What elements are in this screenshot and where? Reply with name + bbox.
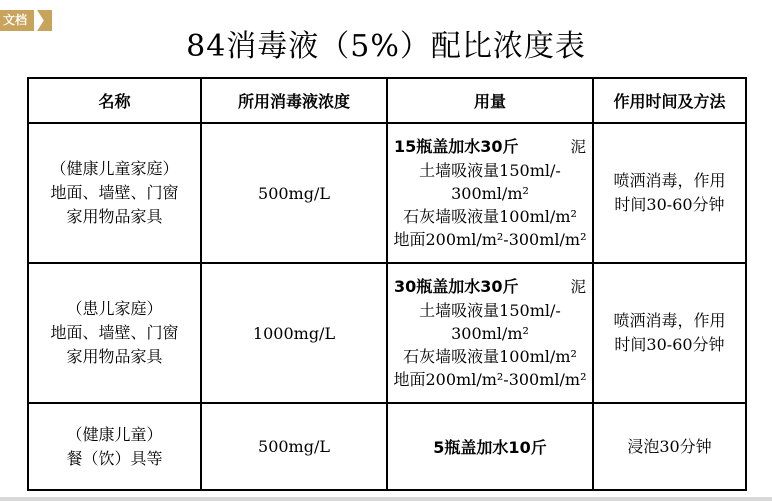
document-badge-label: 文档 bbox=[0, 10, 34, 31]
dosage-bold-text: 30瓶盖加水30斤 bbox=[394, 277, 519, 296]
cell-concentration: 1000mg/L bbox=[201, 263, 387, 403]
method-line: 浸泡30分钟 bbox=[627, 436, 712, 456]
name-line: 家用物品家具 bbox=[66, 347, 163, 366]
name-line: 餐（饮）具等 bbox=[66, 448, 163, 468]
cell-name bbox=[28, 263, 201, 403]
method-line: 时间30-60分钟 bbox=[614, 335, 725, 354]
table-row bbox=[28, 263, 746, 403]
name-line: 地面、墙壁、门窗 bbox=[50, 323, 179, 342]
bottom-divider bbox=[0, 497, 772, 501]
dosage-line: 土墙吸液量150ml/- bbox=[419, 301, 561, 320]
dosage-bold-text: 15瓶盖加水30斤 bbox=[394, 137, 519, 156]
dosage-line: 石灰墙吸液量100ml/m² bbox=[403, 347, 577, 366]
table-row bbox=[28, 123, 746, 263]
dosage-tail-text: 泥 bbox=[570, 138, 586, 156]
concentration-table bbox=[27, 77, 747, 491]
dosage-tail-text: 泥 bbox=[570, 278, 586, 296]
dosage-line: 300ml/m² bbox=[451, 324, 529, 343]
header-name: 名称 bbox=[28, 78, 201, 123]
cell-method bbox=[593, 263, 746, 403]
dosage-line: 地面200ml/m²-300ml/m² bbox=[393, 370, 587, 389]
name-line: 家用物品家具 bbox=[66, 207, 163, 226]
dosage-bold-text: 5瓶盖加水10斤 bbox=[433, 438, 547, 457]
table-header-row bbox=[28, 78, 746, 123]
header-concentration: 所用消毒液浓度 bbox=[201, 78, 387, 123]
cell-dosage bbox=[387, 263, 593, 403]
header-method: 作用时间及方法 bbox=[593, 78, 746, 123]
dosage-line: 石灰墙吸液量100ml/m² bbox=[403, 207, 577, 226]
name-line: （健康儿童家庭） bbox=[50, 159, 179, 178]
dosage-line: 300ml/m² bbox=[451, 184, 529, 203]
cell-concentration: 500mg/L bbox=[201, 123, 387, 263]
cell-name bbox=[28, 123, 201, 263]
header-dosage: 用量 bbox=[387, 78, 593, 123]
dosage-line: 土墙吸液量150ml/- bbox=[419, 161, 561, 180]
name-line: （健康儿童） bbox=[66, 424, 163, 444]
method-line: 时间30-60分钟 bbox=[614, 195, 725, 214]
cell-method bbox=[593, 403, 746, 490]
method-line: 喷洒消毒，作用 bbox=[613, 171, 726, 190]
page-title: 84消毒液（5%）配比浓度表 bbox=[186, 29, 586, 64]
cell-concentration: 500mg/L bbox=[201, 403, 387, 490]
name-line: 地面、墙壁、门窗 bbox=[50, 183, 179, 202]
dosage-line: 地面200ml/m²-300ml/m² bbox=[393, 230, 587, 249]
dosage-line bbox=[392, 275, 588, 299]
dosage-line bbox=[392, 135, 588, 159]
cell-method bbox=[593, 123, 746, 263]
name-line: （患儿家庭） bbox=[66, 299, 163, 318]
method-line: 喷洒消毒，作用 bbox=[613, 311, 726, 330]
table-row bbox=[28, 403, 746, 490]
cell-dosage bbox=[387, 123, 593, 263]
cell-name bbox=[28, 403, 201, 490]
cell-dosage bbox=[387, 403, 593, 490]
